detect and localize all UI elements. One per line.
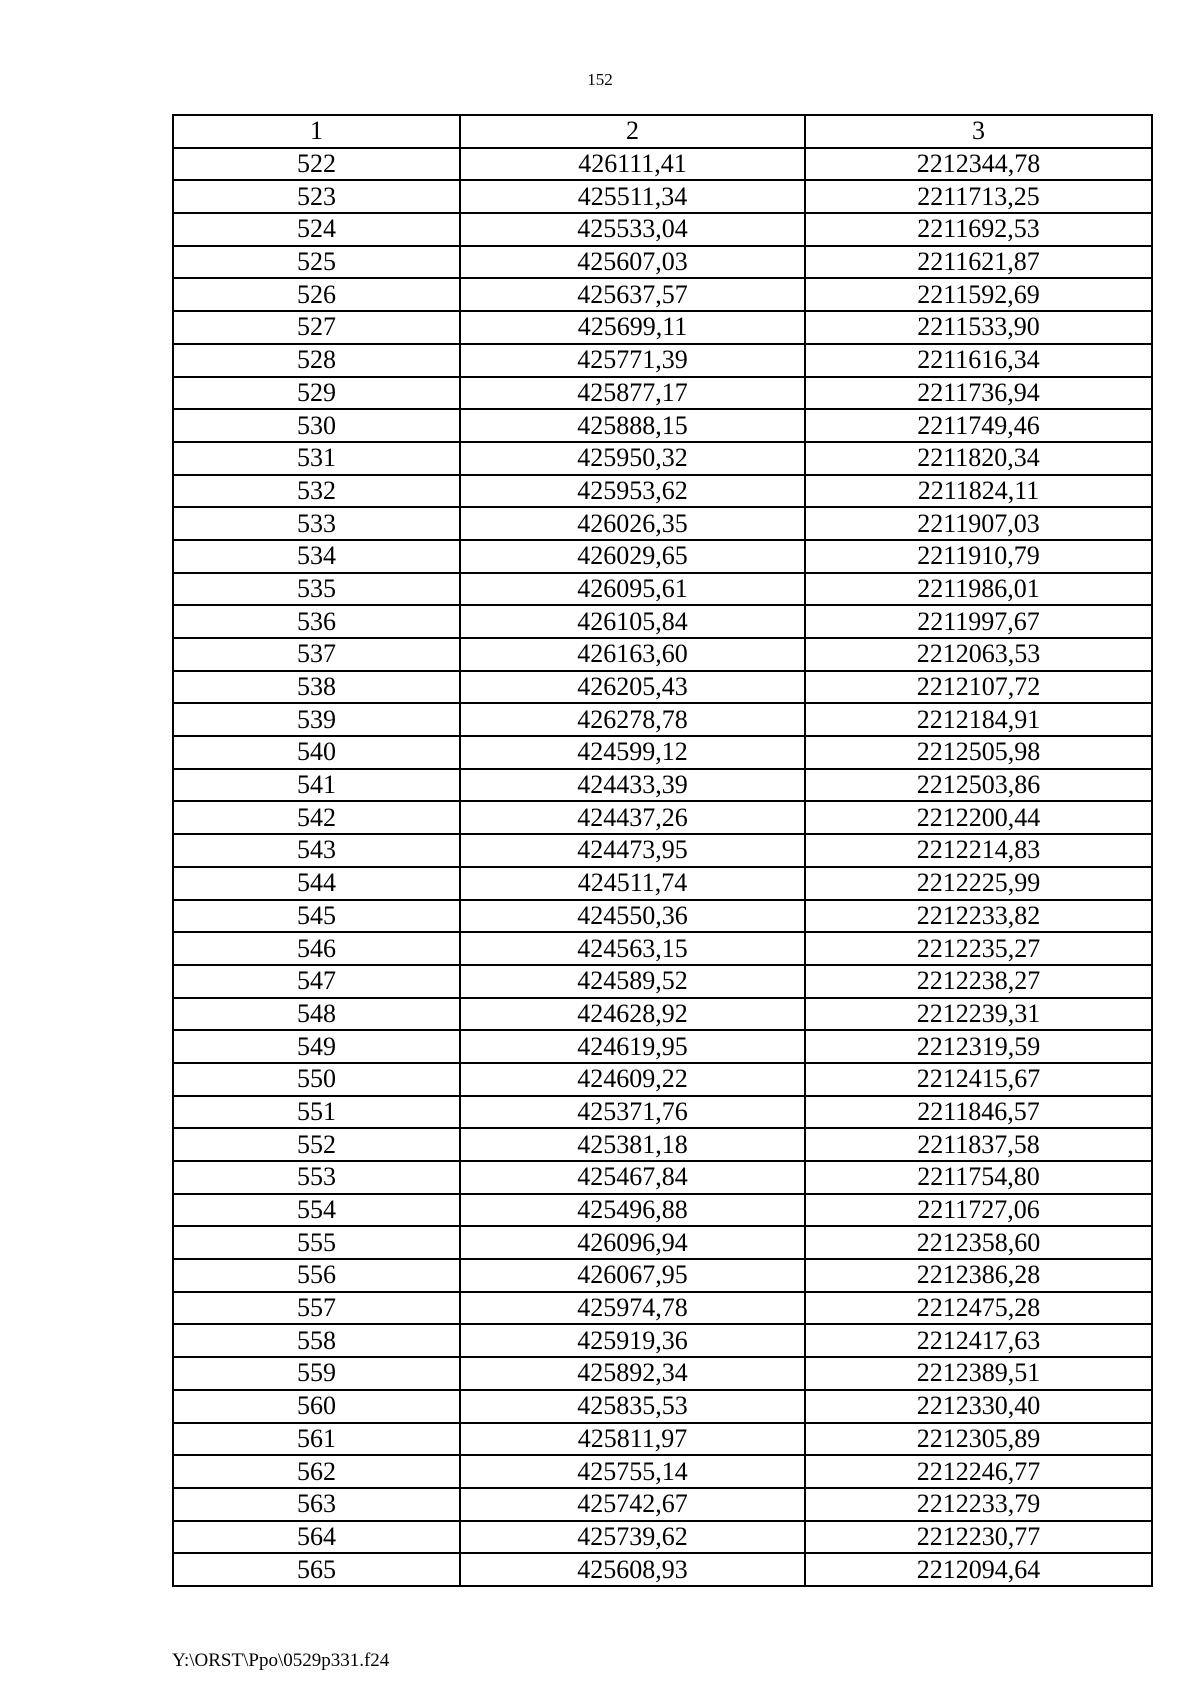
- point-number-cell: 547: [173, 965, 460, 998]
- table-row: [173, 605, 1152, 638]
- table-row: [173, 507, 1152, 540]
- table-row: [173, 409, 1152, 442]
- y-coordinate-cell: 2211754,80: [805, 1161, 1152, 1194]
- point-number-cell: 527: [173, 311, 460, 344]
- y-coordinate-cell: 2212200,44: [805, 801, 1152, 834]
- point-number-cell: 542: [173, 801, 460, 834]
- y-coordinate-cell: 2212063,53: [805, 638, 1152, 671]
- point-number-cell: 557: [173, 1292, 460, 1325]
- y-coordinate-cell: 2212505,98: [805, 736, 1152, 769]
- point-number-cell: 544: [173, 867, 460, 900]
- table-row: [173, 834, 1152, 867]
- x-coordinate-cell: 425607,03: [460, 246, 805, 279]
- point-number-cell: 539: [173, 703, 460, 736]
- y-coordinate-cell: 2211824,11: [805, 475, 1152, 508]
- point-number-cell: 558: [173, 1324, 460, 1357]
- y-coordinate-cell: 2211997,67: [805, 605, 1152, 638]
- y-coordinate-cell: 2212225,99: [805, 867, 1152, 900]
- page-number: 152: [587, 70, 613, 89]
- y-coordinate-cell: 2211621,87: [805, 246, 1152, 279]
- point-number-cell: 543: [173, 834, 460, 867]
- y-coordinate-cell: 2212503,86: [805, 769, 1152, 802]
- footer-file-path: Y:\ORST\Ppo\0529p331.f24: [172, 1650, 390, 1671]
- point-number-cell: 537: [173, 638, 460, 671]
- table-row: [173, 311, 1152, 344]
- x-coordinate-cell: 426096,94: [460, 1226, 805, 1259]
- point-number-cell: 528: [173, 344, 460, 377]
- point-number-cell: 534: [173, 540, 460, 573]
- point-number-cell: 556: [173, 1259, 460, 1292]
- table-row: [173, 1488, 1152, 1521]
- x-coordinate-cell: 425811,97: [460, 1423, 805, 1456]
- point-number-cell: 563: [173, 1488, 460, 1521]
- y-coordinate-cell: 2211820,34: [805, 442, 1152, 475]
- x-coordinate-cell: 424550,36: [460, 900, 805, 933]
- point-number-cell: 550: [173, 1063, 460, 1096]
- y-coordinate-cell: 2211592,69: [805, 278, 1152, 311]
- point-number-cell: 549: [173, 1030, 460, 1063]
- table-row: [173, 1455, 1152, 1488]
- x-coordinate-cell: 424433,39: [460, 769, 805, 802]
- table-row: [173, 1521, 1152, 1554]
- table-row: [173, 1390, 1152, 1423]
- y-coordinate-cell: 2211907,03: [805, 507, 1152, 540]
- point-number-cell: 532: [173, 475, 460, 508]
- x-coordinate-cell: 425533,04: [460, 213, 805, 246]
- table-row: [173, 344, 1152, 377]
- y-coordinate-cell: 2212235,27: [805, 932, 1152, 965]
- point-number-cell: 553: [173, 1161, 460, 1194]
- table-row: [173, 540, 1152, 573]
- y-coordinate-cell: 2212330,40: [805, 1390, 1152, 1423]
- point-number-cell: 559: [173, 1357, 460, 1390]
- x-coordinate-cell: 426111,41: [460, 148, 805, 181]
- x-coordinate-cell: 426105,84: [460, 605, 805, 638]
- table-row: [173, 638, 1152, 671]
- x-coordinate-cell: 425608,93: [460, 1553, 805, 1586]
- x-coordinate-cell: 425496,88: [460, 1194, 805, 1227]
- x-coordinate-cell: 424511,74: [460, 867, 805, 900]
- x-coordinate-cell: 425637,57: [460, 278, 805, 311]
- point-number-cell: 523: [173, 180, 460, 213]
- x-coordinate-cell: 425892,34: [460, 1357, 805, 1390]
- point-number-cell: 530: [173, 409, 460, 442]
- y-coordinate-cell: 2212246,77: [805, 1455, 1152, 1488]
- x-coordinate-cell: 425381,18: [460, 1128, 805, 1161]
- y-coordinate-cell: 2212389,51: [805, 1357, 1152, 1390]
- y-coordinate-cell: 2212386,28: [805, 1259, 1152, 1292]
- x-coordinate-cell: 425835,53: [460, 1390, 805, 1423]
- x-coordinate-cell: 424609,22: [460, 1063, 805, 1096]
- table-row: [173, 703, 1152, 736]
- table-row: [173, 1423, 1152, 1456]
- point-number-cell: 535: [173, 573, 460, 606]
- table-row: [173, 801, 1152, 834]
- table-row: [173, 377, 1152, 410]
- point-number-cell: 524: [173, 213, 460, 246]
- point-number-cell: 551: [173, 1096, 460, 1129]
- table-row: [173, 278, 1152, 311]
- point-number-cell: 533: [173, 507, 460, 540]
- x-coordinate-cell: 425771,39: [460, 344, 805, 377]
- table-row: [173, 769, 1152, 802]
- table-row: [173, 965, 1152, 998]
- y-coordinate-cell: 2211692,53: [805, 213, 1152, 246]
- table-row: [173, 1292, 1152, 1325]
- y-coordinate-cell: 2212230,77: [805, 1521, 1152, 1554]
- point-number-cell: 552: [173, 1128, 460, 1161]
- point-number-cell: 560: [173, 1390, 460, 1423]
- table-row: [173, 1324, 1152, 1357]
- x-coordinate-cell: 424628,92: [460, 998, 805, 1031]
- table-row: [173, 1030, 1152, 1063]
- x-coordinate-cell: 425953,62: [460, 475, 805, 508]
- x-coordinate-cell: 425877,17: [460, 377, 805, 410]
- point-number-cell: 541: [173, 769, 460, 802]
- table-row: [173, 1357, 1152, 1390]
- y-coordinate-cell: 2212233,79: [805, 1488, 1152, 1521]
- point-number-cell: 555: [173, 1226, 460, 1259]
- y-coordinate-cell: 2211910,79: [805, 540, 1152, 573]
- point-number-cell: 554: [173, 1194, 460, 1227]
- point-number-cell: 525: [173, 246, 460, 279]
- point-number-cell: 538: [173, 671, 460, 704]
- y-coordinate-cell: 2212475,28: [805, 1292, 1152, 1325]
- y-coordinate-cell: 2212238,27: [805, 965, 1152, 998]
- x-coordinate-cell: 426029,65: [460, 540, 805, 573]
- y-coordinate-cell: 2212344,78: [805, 148, 1152, 181]
- y-coordinate-cell: 2212094,64: [805, 1553, 1152, 1586]
- x-coordinate-cell: 426026,35: [460, 507, 805, 540]
- x-coordinate-cell: 425739,62: [460, 1521, 805, 1554]
- point-number-cell: 531: [173, 442, 460, 475]
- table-row: [173, 998, 1152, 1031]
- x-coordinate-cell: 424473,95: [460, 834, 805, 867]
- point-number-cell: 545: [173, 900, 460, 933]
- table-row: [173, 1128, 1152, 1161]
- y-coordinate-cell: 2211533,90: [805, 311, 1152, 344]
- point-number-cell: 540: [173, 736, 460, 769]
- point-number-cell: 548: [173, 998, 460, 1031]
- x-coordinate-cell: 425699,11: [460, 311, 805, 344]
- y-coordinate-cell: 2211736,94: [805, 377, 1152, 410]
- y-coordinate-cell: 2211846,57: [805, 1096, 1152, 1129]
- x-coordinate-cell: 424563,15: [460, 932, 805, 965]
- x-coordinate-cell: 425371,76: [460, 1096, 805, 1129]
- table-body: [173, 148, 1152, 1586]
- y-coordinate-cell: 2211727,06: [805, 1194, 1152, 1227]
- column-header-1: 1: [173, 115, 460, 148]
- y-coordinate-cell: 2212233,82: [805, 900, 1152, 933]
- y-coordinate-cell: 2212417,63: [805, 1324, 1152, 1357]
- y-coordinate-cell: 2212184,91: [805, 703, 1152, 736]
- x-coordinate-cell: 426067,95: [460, 1259, 805, 1292]
- y-coordinate-cell: 2212305,89: [805, 1423, 1152, 1456]
- point-number-cell: 526: [173, 278, 460, 311]
- point-number-cell: 561: [173, 1423, 460, 1456]
- x-coordinate-cell: 425755,14: [460, 1455, 805, 1488]
- table-row: [173, 1553, 1152, 1586]
- table-row: [173, 932, 1152, 965]
- table-header: [173, 115, 1152, 148]
- x-coordinate-cell: 425511,34: [460, 180, 805, 213]
- table-row: [173, 442, 1152, 475]
- column-header-2: 2: [460, 115, 805, 148]
- table-row: [173, 1063, 1152, 1096]
- x-coordinate-cell: 424589,52: [460, 965, 805, 998]
- y-coordinate-cell: 2212358,60: [805, 1226, 1152, 1259]
- table-row: [173, 1259, 1152, 1292]
- x-coordinate-cell: 424619,95: [460, 1030, 805, 1063]
- y-coordinate-cell: 2211986,01: [805, 573, 1152, 606]
- y-coordinate-cell: 2211713,25: [805, 180, 1152, 213]
- column-header-3: 3: [805, 115, 1152, 148]
- y-coordinate-cell: 2212214,83: [805, 834, 1152, 867]
- x-coordinate-cell: 425888,15: [460, 409, 805, 442]
- point-number-cell: 565: [173, 1553, 460, 1586]
- x-coordinate-cell: 426095,61: [460, 573, 805, 606]
- point-number-cell: 522: [173, 148, 460, 181]
- table-row: [173, 671, 1152, 704]
- table-row: [173, 1161, 1152, 1194]
- table-row: [173, 1096, 1152, 1129]
- table-row: [173, 1194, 1152, 1227]
- x-coordinate-cell: 425919,36: [460, 1324, 805, 1357]
- x-coordinate-cell: 426163,60: [460, 638, 805, 671]
- x-coordinate-cell: 425467,84: [460, 1161, 805, 1194]
- table-row: [173, 180, 1152, 213]
- x-coordinate-cell: 425974,78: [460, 1292, 805, 1325]
- table-row: [173, 736, 1152, 769]
- y-coordinate-cell: 2212319,59: [805, 1030, 1152, 1063]
- y-coordinate-cell: 2212239,31: [805, 998, 1152, 1031]
- y-coordinate-cell: 2211616,34: [805, 344, 1152, 377]
- table-row: [173, 900, 1152, 933]
- table-row: [173, 1226, 1152, 1259]
- x-coordinate-cell: 425950,32: [460, 442, 805, 475]
- x-coordinate-cell: 426278,78: [460, 703, 805, 736]
- table-row: [173, 148, 1152, 181]
- x-coordinate-cell: 425742,67: [460, 1488, 805, 1521]
- point-number-cell: 562: [173, 1455, 460, 1488]
- x-coordinate-cell: 426205,43: [460, 671, 805, 704]
- table-row: [173, 475, 1152, 508]
- coordinates-table: [172, 114, 1153, 1587]
- y-coordinate-cell: 2212415,67: [805, 1063, 1152, 1096]
- point-number-cell: 546: [173, 932, 460, 965]
- point-number-cell: 564: [173, 1521, 460, 1554]
- point-number-cell: 529: [173, 377, 460, 410]
- table-row: [173, 573, 1152, 606]
- table-row: [173, 246, 1152, 279]
- y-coordinate-cell: 2211837,58: [805, 1128, 1152, 1161]
- point-number-cell: 536: [173, 605, 460, 638]
- table-row: [173, 213, 1152, 246]
- table-row: [173, 867, 1152, 900]
- x-coordinate-cell: 424599,12: [460, 736, 805, 769]
- table-header-row: [173, 115, 1152, 148]
- y-coordinate-cell: 2212107,72: [805, 671, 1152, 704]
- y-coordinate-cell: 2211749,46: [805, 409, 1152, 442]
- x-coordinate-cell: 424437,26: [460, 801, 805, 834]
